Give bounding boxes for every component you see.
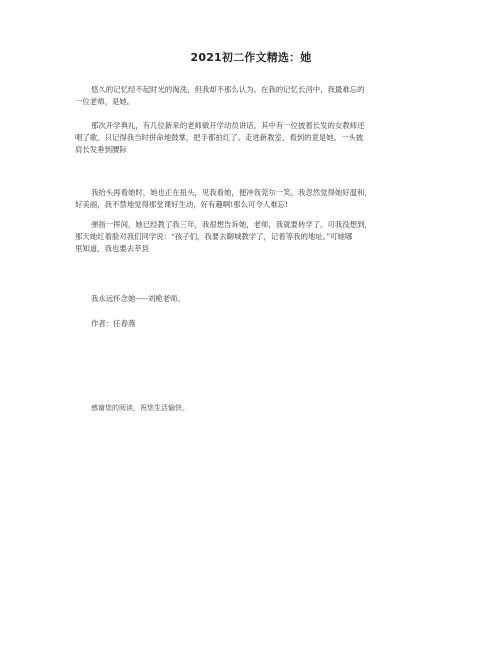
text-line: 作者：任春燕 <box>91 319 136 328</box>
text-line: 那次开学典礼，有几位新来的老师做开学动员讲话。其中有一位披着长发的女教师还 <box>91 121 365 130</box>
text-line: 弹指一挥间，她已经教了我三年，我很想告诉她，老师，我就要转学了。可我没想到， <box>91 220 372 229</box>
closing-note: 感谢您的阅读，祝您生活愉快。 <box>91 404 189 412</box>
text-line: 我抬头再看她时，她也正在扭头，见我看她，便冲我莞尔一笑。我忽然觉得她好温和， <box>91 188 372 197</box>
author-line <box>75 318 433 330</box>
text-line: 那天她红着脸对我们同学说：“孩子们，我要去聊城教学了，记着等我的地址。”可她哪 <box>75 232 353 241</box>
paragraph-1 <box>75 84 433 108</box>
text-line: 一位老师，是她。 <box>75 97 135 106</box>
text-line: 悠久的记忆经不起时光的淘洗，但我却不那么认为。在我的记忆长河中，我最难忘的 <box>91 85 365 94</box>
text-line: 唱了歌。只记得我当时拼命地鼓掌，把手都拍红了。走进新教室，看到的竟是她。一头披 <box>75 133 364 142</box>
document-title: 2021初二作文精选：她 <box>190 51 312 64</box>
paragraph-5 <box>75 293 433 305</box>
text-line: 我永远怀念她-----刘桅老师。 <box>91 294 185 303</box>
paragraph-2 <box>75 120 433 156</box>
paragraph-4 <box>75 219 433 255</box>
text-line: 里知道，我也要去莘县 <box>75 244 149 253</box>
paragraph-3 <box>75 187 433 211</box>
text-line: 好美丽，我不禁地觉得那堂课好生动，好有趣啊!那么可令人难忘! <box>75 200 288 209</box>
text-line: 肩长发垂到腰际 <box>75 145 127 154</box>
